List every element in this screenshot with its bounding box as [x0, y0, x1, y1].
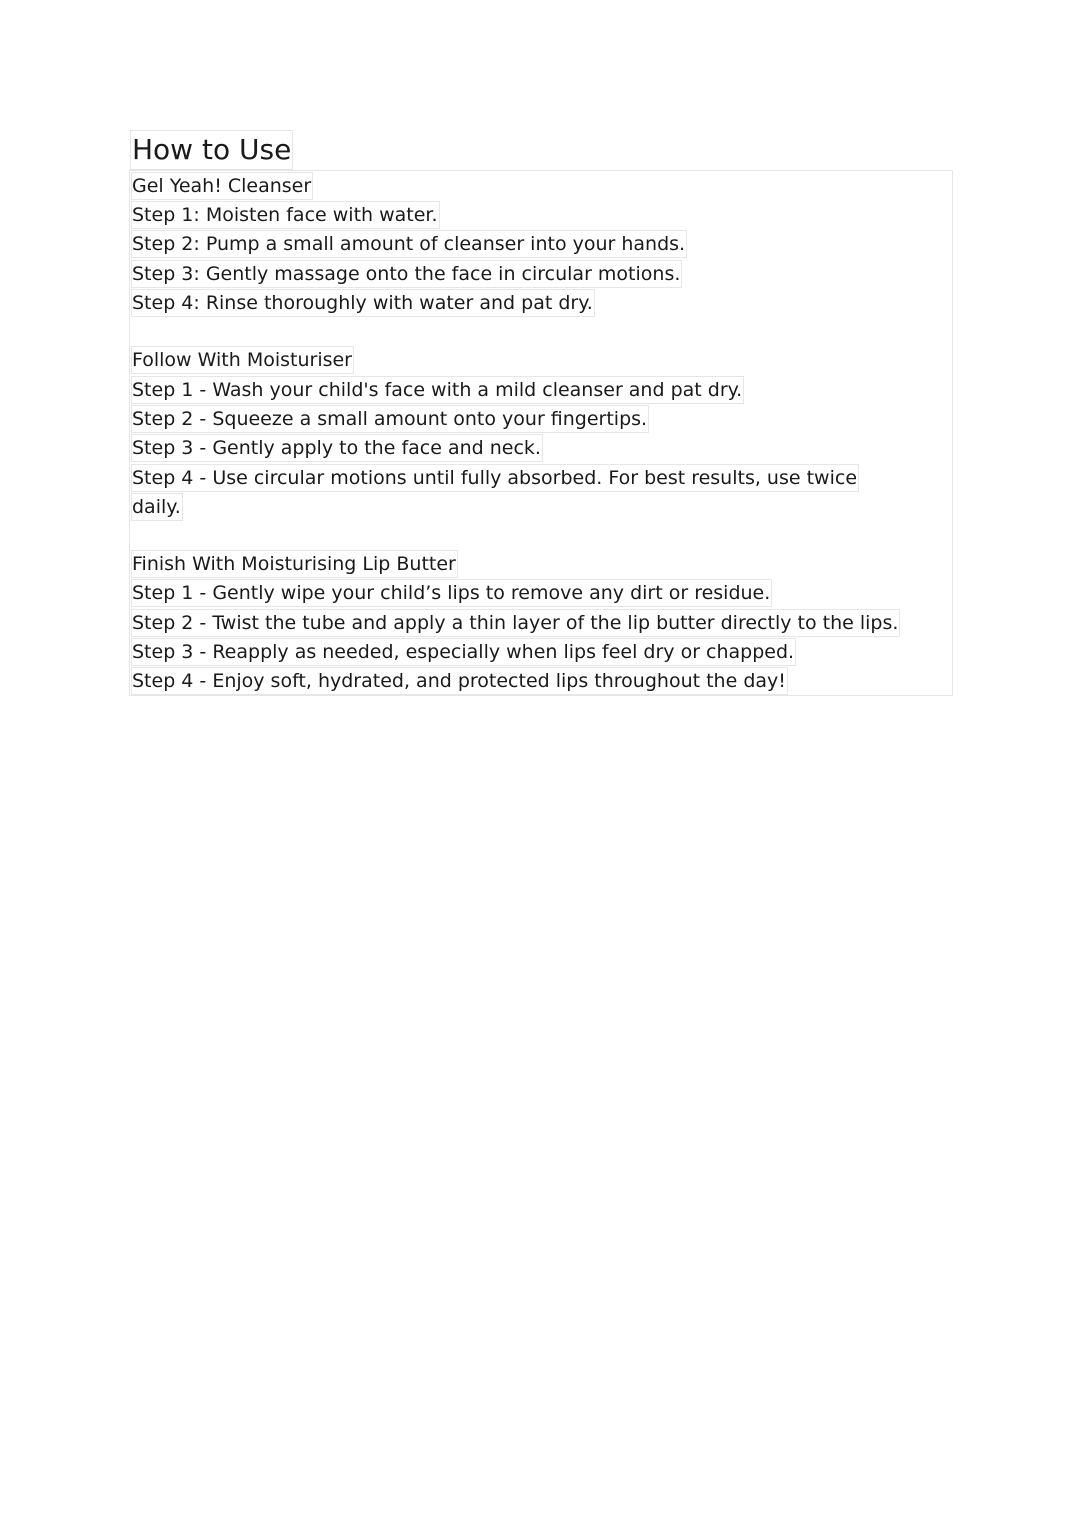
cleanser-step-1: Step 1: Moisten face with water.: [131, 201, 440, 229]
cleanser-step-4: Step 4: Rinse thoroughly with water and pat dry.: [131, 289, 595, 317]
lip-butter-step-2: Step 2 - Twist the tube and apply a thin layer of the lip butter directly to the lips.: [131, 609, 900, 637]
moisturiser-step-3: Step 3 - Gently apply to the face and neck.: [131, 434, 543, 462]
lip-butter-step-3: Step 3 - Reapply as needed, especially when lips feel dry or chapped.: [131, 638, 796, 666]
moisturiser-step-4: Step 4 - Use circular motions until fully absorbed. For best results, use twice: [131, 464, 859, 492]
moisturiser-step-2: Step 2 - Squeeze a small amount onto your fingertips.: [131, 405, 649, 433]
lip-butter-step-4: Step 4 - Enjoy soft, hydrated, and protected lips throughout the day!: [131, 667, 788, 695]
page-title: How to Use: [130, 130, 293, 170]
section-heading-cleanser: Gel Yeah! Cleanser: [131, 172, 313, 200]
cleanser-step-3: Step 3: Gently massage onto the face in circular motions.: [131, 260, 682, 288]
moisturiser-step-4-continued: daily.: [131, 493, 183, 521]
moisturiser-step-1: Step 1 - Wash your child's face with a mild cleanser and pat dry.: [131, 376, 744, 404]
section-heading-moisturiser: Follow With Moisturiser: [131, 346, 354, 374]
section-heading-lip-butter: Finish With Moisturising Lip Butter: [131, 550, 458, 578]
lip-butter-step-1: Step 1 - Gently wipe your child’s lips to remove any dirt or residue.: [131, 579, 772, 607]
cleanser-step-2: Step 2: Pump a small amount of cleanser into your hands.: [131, 230, 687, 258]
